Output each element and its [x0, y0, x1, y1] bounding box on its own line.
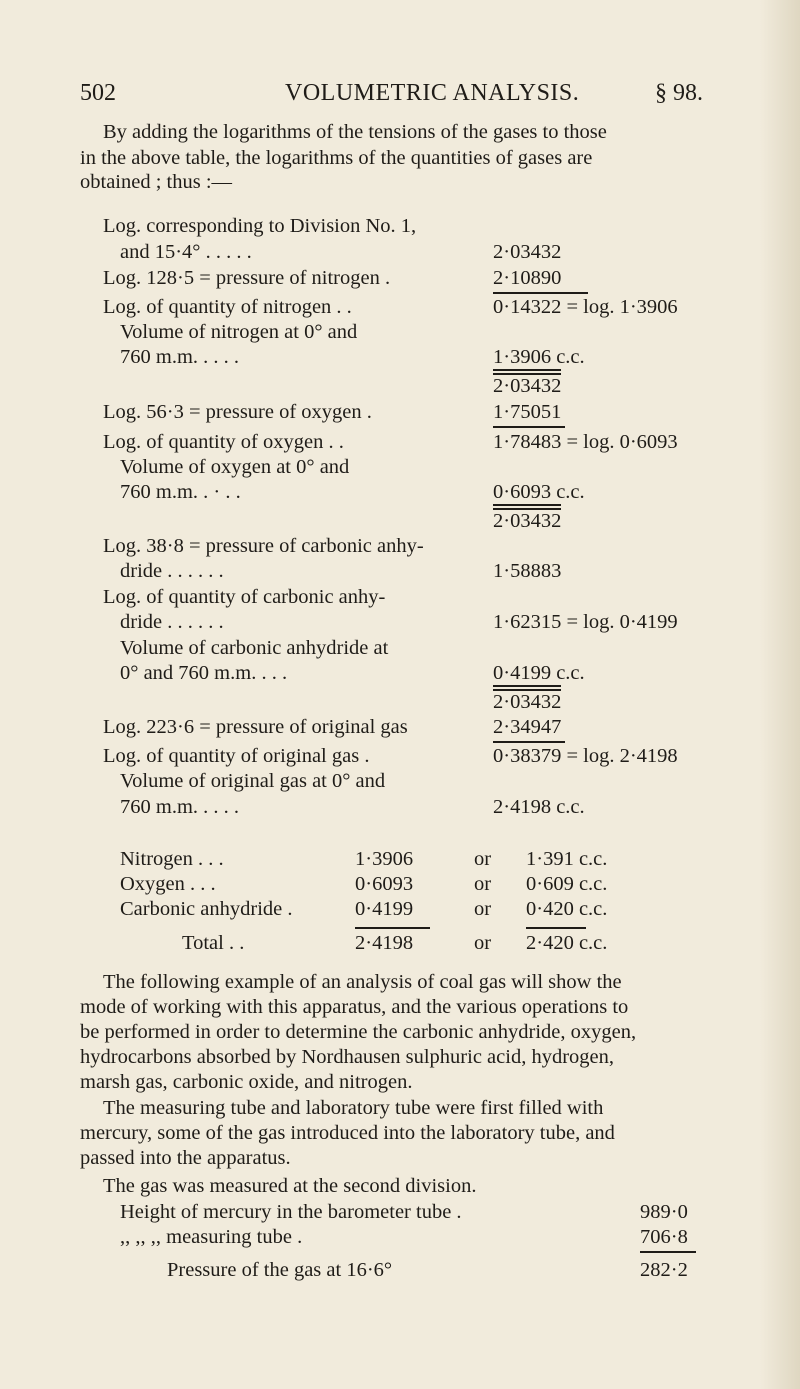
- para3-line-1: The measuring tube and laboratory tube were first filled with: [103, 1097, 604, 1119]
- calc-label-6: 760 m.m. . . . .: [120, 346, 240, 368]
- para3-line-2: mercury, some of the gas introduced into the laboratory tube, and: [80, 1122, 615, 1144]
- double-rule-oxygen: [493, 504, 561, 510]
- calc-label-10: Volume of oxygen at 0° and: [120, 456, 350, 478]
- calc-label-8: Log. 56·3 = pressure of oxygen .: [103, 401, 372, 423]
- calc-value-8: 1·75051: [493, 401, 562, 423]
- intro-line-3: obtained ; thus :—: [80, 171, 233, 193]
- para2-line-2: mode of working with this apparatus, and the various operations to: [80, 996, 629, 1018]
- summary-name-nitrogen: Nitrogen . . .: [120, 848, 224, 870]
- para2-line-4: hydrocarbons absorbed by Nordhausen sulphuric acid, hydrogen,: [80, 1046, 615, 1068]
- calc-value-19: 2·03432: [493, 691, 562, 713]
- summary-total-rule-2: [526, 927, 586, 929]
- calc-value-4: 0·14322 = log. 1·3906: [493, 296, 678, 318]
- calc-label-22: Volume of original gas at 0° and: [120, 770, 386, 792]
- calc-label-11: 760 m.m. . · . .: [120, 481, 241, 503]
- calc-value-23: 2·4198 c.c.: [493, 796, 585, 818]
- para3-line-3: passed into the apparatus.: [80, 1147, 291, 1169]
- calc-label-4: Log. of quantity of nitrogen . .: [103, 296, 352, 318]
- calc-value-16: 1·62315 = log. 0·4199: [493, 611, 678, 633]
- summary-value-oxygen: 0·6093: [355, 873, 414, 895]
- para2-line-1: The following example of an analysis of coal gas will show the: [103, 971, 622, 993]
- summary-cc-total: 2·420 c.c.: [526, 932, 608, 954]
- calc-label-16: dride . . . . . .: [120, 611, 224, 633]
- para4-line: The gas was measured at the second division.: [103, 1175, 477, 1197]
- calc-label-13: Log. 38·8 = pressure of carbonic anhy-: [103, 535, 424, 557]
- calc-value-6: 1·3906 c.c.: [493, 346, 585, 368]
- calc-value-2: 2·03432: [493, 241, 562, 263]
- measure-value-2: 706·8: [640, 1226, 688, 1248]
- calc-value-3: 2·10890: [493, 267, 562, 289]
- calc-value-9: 1·78483 = log. 0·6093: [493, 431, 678, 453]
- calc-value-21: 0·38379 = log. 2·4198: [493, 745, 678, 767]
- calc-value-18: 0·4199 c.c.: [493, 662, 585, 684]
- calc-label-5: Volume of nitrogen at 0° and: [120, 321, 358, 343]
- summary-total-rule-1: [355, 927, 430, 929]
- summary-cc-carbonic: 0·420 c.c.: [526, 898, 608, 920]
- calc-value-14: 1·58883: [493, 560, 562, 582]
- summary-cc-nitrogen: 1·391 c.c.: [526, 848, 608, 870]
- sum-rule-nitrogen: [493, 292, 588, 294]
- calc-label-15: Log. of quantity of carbonic anhy-: [103, 586, 386, 608]
- summary-or-nitrogen: or: [474, 848, 492, 870]
- measure-label-3: Pressure of the gas at 16·6°: [167, 1259, 393, 1281]
- double-rule-carbonic: [493, 685, 561, 691]
- intro-line-1: By adding the logarithms of the tensions of the gases to those: [103, 121, 607, 143]
- calc-label-18: 0° and 760 m.m. . . .: [120, 662, 288, 684]
- calc-label-9: Log. of quantity of oxygen . .: [103, 431, 344, 453]
- summary-value-carbonic: 0·4199: [355, 898, 414, 920]
- calc-value-12: 2·03432: [493, 510, 562, 532]
- sum-rule-oxygen: [493, 426, 565, 428]
- calc-label-20: Log. 223·6 = pressure of original gas: [103, 716, 408, 738]
- calc-value-20: 2·34947: [493, 716, 562, 738]
- summary-or-carbonic: or: [474, 898, 492, 920]
- measure-label-1: Height of mercury in the barometer tube .: [120, 1201, 462, 1223]
- summary-value-total: 2·4198: [355, 932, 414, 954]
- calc-label-2: and 15·4° . . . . .: [120, 241, 252, 263]
- summary-name-carbonic: Carbonic anhydride .: [120, 898, 293, 920]
- page-number: 502: [80, 80, 116, 106]
- measure-rule: [640, 1251, 696, 1253]
- calc-label-23: 760 m.m. . . . .: [120, 796, 240, 818]
- double-rule-nitrogen: [493, 369, 561, 375]
- section-number: § 98.: [655, 80, 703, 106]
- calc-label-14: dride . . . . . .: [120, 560, 224, 582]
- para2-line-5: marsh gas, carbonic oxide, and nitrogen.: [80, 1071, 413, 1093]
- calc-label-21: Log. of quantity of original gas .: [103, 745, 370, 767]
- para2-line-3: be performed in order to determine the carbonic anhydride, oxygen,: [80, 1021, 637, 1043]
- summary-cc-oxygen: 0·609 c.c.: [526, 873, 608, 895]
- measure-label-2: ,, ,, ,, measuring tube .: [120, 1226, 303, 1248]
- calc-label-17: Volume of carbonic anhydride at: [120, 637, 389, 659]
- measure-value-3: 282·2: [640, 1259, 688, 1281]
- summary-name-total: Total . .: [182, 932, 245, 954]
- calc-label-3: Log. 128·5 = pressure of nitrogen .: [103, 267, 391, 289]
- calc-value-11: 0·6093 c.c.: [493, 481, 585, 503]
- summary-or-total: or: [474, 932, 492, 954]
- calc-label-1: Log. corresponding to Division No. 1,: [103, 215, 417, 237]
- sum-rule-original: [493, 741, 565, 743]
- page-edge-shadow: [760, 0, 800, 1389]
- summary-name-oxygen: Oxygen . . .: [120, 873, 216, 895]
- calc-value-7: 2·03432: [493, 375, 562, 397]
- measure-value-1: 989·0: [640, 1201, 688, 1223]
- running-title: VOLUMETRIC ANALYSIS.: [285, 80, 580, 106]
- intro-line-2: in the above table, the logarithms of the quantities of gases are: [80, 147, 593, 169]
- summary-value-nitrogen: 1·3906: [355, 848, 414, 870]
- summary-or-oxygen: or: [474, 873, 492, 895]
